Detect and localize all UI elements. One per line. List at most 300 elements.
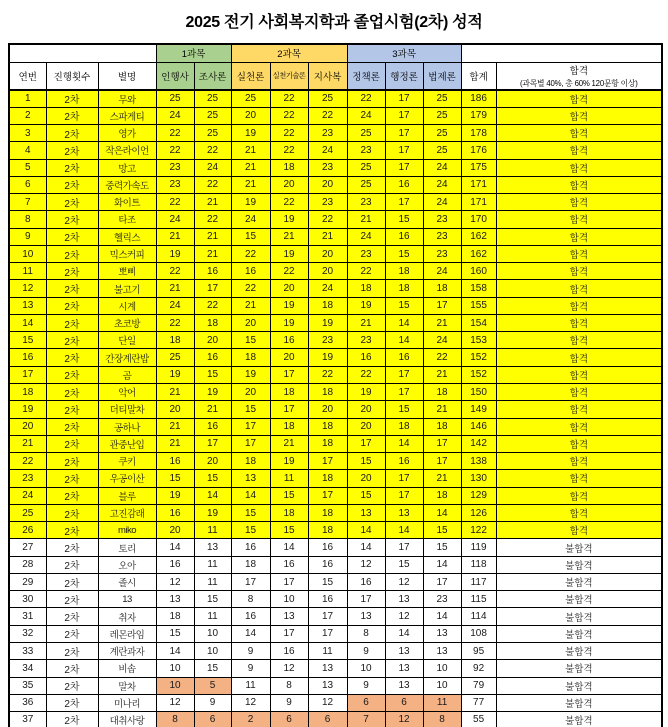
- round-cell[interactable]: 2차: [46, 349, 98, 366]
- score-cell[interactable]: 13: [385, 504, 423, 521]
- score-cell[interactable]: 17: [385, 194, 423, 211]
- total-cell[interactable]: 170: [461, 211, 496, 228]
- score-cell[interactable]: 15: [347, 453, 385, 470]
- nickname-cell[interactable]: 단일: [98, 332, 156, 349]
- score-cell[interactable]: 15: [423, 522, 461, 539]
- score-cell[interactable]: 17: [231, 418, 270, 435]
- result-cell[interactable]: 합격: [496, 384, 662, 401]
- score-cell[interactable]: 16: [385, 453, 423, 470]
- score-cell[interactable]: 18: [194, 314, 231, 331]
- score-cell[interactable]: 24: [308, 280, 347, 297]
- score-cell[interactable]: 13: [423, 643, 461, 660]
- score-cell[interactable]: 17: [385, 470, 423, 487]
- score-cell[interactable]: 22: [231, 280, 270, 297]
- nickname-cell[interactable]: 시계: [98, 297, 156, 314]
- round-cell[interactable]: 2차: [46, 142, 98, 159]
- score-cell[interactable]: 22: [194, 176, 231, 193]
- score-cell[interactable]: 9: [194, 694, 231, 711]
- total-cell[interactable]: 146: [461, 418, 496, 435]
- score-cell[interactable]: 12: [308, 694, 347, 711]
- score-cell[interactable]: 17: [308, 608, 347, 625]
- nickname-cell[interactable]: 헬릭스: [98, 228, 156, 245]
- nickname-cell[interactable]: 토리: [98, 539, 156, 556]
- score-cell[interactable]: 16: [231, 608, 270, 625]
- total-cell[interactable]: 154: [461, 314, 496, 331]
- nickname-cell[interactable]: 오아: [98, 556, 156, 573]
- round-cell[interactable]: 2차: [46, 643, 98, 660]
- nickname-cell[interactable]: 비솝: [98, 660, 156, 677]
- row-number-cell[interactable]: 17: [9, 366, 46, 383]
- nickname-cell[interactable]: 레몬라임: [98, 625, 156, 642]
- score-cell[interactable]: 17: [423, 297, 461, 314]
- score-cell[interactable]: 13: [385, 660, 423, 677]
- nickname-cell[interactable]: 악어: [98, 384, 156, 401]
- score-cell[interactable]: 21: [194, 401, 231, 418]
- score-cell[interactable]: 22: [270, 142, 308, 159]
- score-cell[interactable]: 22: [308, 211, 347, 228]
- score-cell[interactable]: 10: [270, 591, 308, 608]
- score-cell[interactable]: 24: [194, 159, 231, 176]
- nickname-cell[interactable]: 대취사랑: [98, 712, 156, 727]
- result-cell[interactable]: 불합격: [496, 591, 662, 608]
- score-cell[interactable]: 15: [231, 504, 270, 521]
- score-cell[interactable]: 16: [270, 332, 308, 349]
- score-cell[interactable]: 12: [270, 660, 308, 677]
- score-cell[interactable]: 10: [423, 660, 461, 677]
- score-cell[interactable]: 24: [347, 107, 385, 124]
- round-cell[interactable]: 2차: [46, 297, 98, 314]
- score-cell[interactable]: 21: [423, 401, 461, 418]
- score-cell[interactable]: 25: [194, 125, 231, 142]
- score-cell[interactable]: 25: [194, 107, 231, 124]
- score-cell[interactable]: 22: [347, 263, 385, 280]
- result-cell[interactable]: 불합격: [496, 694, 662, 711]
- score-cell[interactable]: 21: [156, 228, 194, 245]
- score-cell[interactable]: 23: [308, 159, 347, 176]
- score-cell[interactable]: 24: [156, 107, 194, 124]
- score-cell[interactable]: 17: [194, 280, 231, 297]
- result-cell[interactable]: 합격: [496, 211, 662, 228]
- score-cell[interactable]: 10: [194, 643, 231, 660]
- score-cell[interactable]: 22: [308, 107, 347, 124]
- score-cell[interactable]: 17: [270, 573, 308, 590]
- total-cell[interactable]: 158: [461, 280, 496, 297]
- result-cell[interactable]: 불합격: [496, 539, 662, 556]
- nickname-cell[interactable]: 무와: [98, 90, 156, 107]
- score-cell[interactable]: 25: [423, 107, 461, 124]
- score-cell[interactable]: 14: [385, 332, 423, 349]
- total-cell[interactable]: 142: [461, 435, 496, 452]
- result-cell[interactable]: 합격: [496, 504, 662, 521]
- score-cell[interactable]: 16: [385, 349, 423, 366]
- row-number-cell[interactable]: 2: [9, 107, 46, 124]
- score-cell[interactable]: 17: [385, 90, 423, 107]
- score-cell[interactable]: 21: [347, 314, 385, 331]
- total-cell[interactable]: 175: [461, 159, 496, 176]
- score-cell[interactable]: 22: [156, 194, 194, 211]
- score-cell[interactable]: 18: [270, 504, 308, 521]
- score-cell[interactable]: 20: [156, 401, 194, 418]
- total-cell[interactable]: 115: [461, 591, 496, 608]
- score-cell[interactable]: 17: [385, 366, 423, 383]
- score-cell[interactable]: 16: [308, 591, 347, 608]
- score-cell[interactable]: 21: [423, 470, 461, 487]
- total-cell[interactable]: 162: [461, 228, 496, 245]
- nickname-cell[interactable]: 믹스커피: [98, 245, 156, 262]
- row-number-cell[interactable]: 22: [9, 453, 46, 470]
- score-cell[interactable]: 21: [231, 159, 270, 176]
- nickname-cell[interactable]: 간장계란밥: [98, 349, 156, 366]
- score-cell[interactable]: 16: [270, 643, 308, 660]
- row-number-cell[interactable]: 30: [9, 591, 46, 608]
- score-cell[interactable]: 15: [194, 660, 231, 677]
- score-cell[interactable]: 20: [231, 384, 270, 401]
- score-cell[interactable]: 14: [385, 435, 423, 452]
- score-cell[interactable]: 19: [231, 125, 270, 142]
- row-number-cell[interactable]: 1: [9, 90, 46, 107]
- score-cell[interactable]: 19: [194, 384, 231, 401]
- total-cell[interactable]: 179: [461, 107, 496, 124]
- score-cell[interactable]: 20: [194, 332, 231, 349]
- score-cell[interactable]: 20: [308, 401, 347, 418]
- score-cell[interactable]: 17: [385, 159, 423, 176]
- score-cell[interactable]: 6: [194, 712, 231, 727]
- score-cell[interactable]: 19: [194, 504, 231, 521]
- total-cell[interactable]: 117: [461, 573, 496, 590]
- row-number-cell[interactable]: 29: [9, 573, 46, 590]
- total-cell[interactable]: 119: [461, 539, 496, 556]
- score-cell[interactable]: 8: [423, 712, 461, 727]
- nickname-cell[interactable]: 곰: [98, 366, 156, 383]
- total-cell[interactable]: 171: [461, 194, 496, 211]
- total-cell[interactable]: 149: [461, 401, 496, 418]
- score-cell[interactable]: 15: [156, 470, 194, 487]
- row-number-cell[interactable]: 32: [9, 625, 46, 642]
- score-cell[interactable]: 17: [347, 591, 385, 608]
- total-cell[interactable]: 126: [461, 504, 496, 521]
- row-number-cell[interactable]: 21: [9, 435, 46, 452]
- total-cell[interactable]: 176: [461, 142, 496, 159]
- score-cell[interactable]: 23: [156, 159, 194, 176]
- total-cell[interactable]: 129: [461, 487, 496, 504]
- round-cell[interactable]: 2차: [46, 418, 98, 435]
- score-cell[interactable]: 22: [156, 142, 194, 159]
- score-cell[interactable]: 15: [385, 556, 423, 573]
- nickname-cell[interactable]: 블루: [98, 487, 156, 504]
- result-cell[interactable]: 합격: [496, 401, 662, 418]
- nickname-cell[interactable]: 영가: [98, 125, 156, 142]
- row-number-cell[interactable]: 37: [9, 712, 46, 727]
- score-cell[interactable]: 15: [194, 366, 231, 383]
- score-cell[interactable]: 20: [347, 401, 385, 418]
- score-cell[interactable]: 19: [156, 366, 194, 383]
- score-cell[interactable]: 14: [270, 539, 308, 556]
- score-cell[interactable]: 19: [270, 297, 308, 314]
- round-cell[interactable]: 2차: [46, 107, 98, 124]
- result-cell[interactable]: 합격: [496, 522, 662, 539]
- score-cell[interactable]: 22: [270, 90, 308, 107]
- score-cell[interactable]: 21: [156, 418, 194, 435]
- result-cell[interactable]: 합격: [496, 228, 662, 245]
- result-cell[interactable]: 합격: [496, 245, 662, 262]
- score-cell[interactable]: 18: [308, 418, 347, 435]
- round-cell[interactable]: 2차: [46, 228, 98, 245]
- score-cell[interactable]: 17: [231, 435, 270, 452]
- score-cell[interactable]: 17: [385, 107, 423, 124]
- score-cell[interactable]: 13: [194, 539, 231, 556]
- score-cell[interactable]: 23: [423, 591, 461, 608]
- score-cell[interactable]: 11: [194, 608, 231, 625]
- score-cell[interactable]: 22: [308, 366, 347, 383]
- score-cell[interactable]: 15: [194, 470, 231, 487]
- score-cell[interactable]: 23: [156, 176, 194, 193]
- score-cell[interactable]: 18: [308, 435, 347, 452]
- score-cell[interactable]: 11: [308, 643, 347, 660]
- score-cell[interactable]: 18: [270, 384, 308, 401]
- round-cell[interactable]: 2차: [46, 176, 98, 193]
- score-cell[interactable]: 23: [308, 194, 347, 211]
- total-cell[interactable]: 122: [461, 522, 496, 539]
- score-cell[interactable]: 15: [385, 245, 423, 262]
- score-cell[interactable]: 24: [423, 263, 461, 280]
- score-cell[interactable]: 9: [347, 643, 385, 660]
- score-cell[interactable]: 18: [385, 418, 423, 435]
- score-cell[interactable]: 19: [270, 453, 308, 470]
- score-cell[interactable]: 22: [156, 263, 194, 280]
- score-cell[interactable]: 19: [347, 297, 385, 314]
- round-cell[interactable]: 2차: [46, 539, 98, 556]
- score-cell[interactable]: 12: [231, 694, 270, 711]
- score-cell[interactable]: 16: [231, 263, 270, 280]
- nickname-cell[interactable]: 졸시: [98, 573, 156, 590]
- score-cell[interactable]: 15: [231, 332, 270, 349]
- score-cell[interactable]: 14: [347, 522, 385, 539]
- score-cell[interactable]: 19: [347, 384, 385, 401]
- row-number-cell[interactable]: 4: [9, 142, 46, 159]
- score-cell[interactable]: 16: [156, 453, 194, 470]
- round-cell[interactable]: 2차: [46, 504, 98, 521]
- total-cell[interactable]: 152: [461, 349, 496, 366]
- nickname-cell[interactable]: 화이트: [98, 194, 156, 211]
- result-cell[interactable]: 합격: [496, 470, 662, 487]
- score-cell[interactable]: 10: [423, 677, 461, 694]
- score-cell[interactable]: 25: [347, 159, 385, 176]
- row-number-cell[interactable]: 8: [9, 211, 46, 228]
- score-cell[interactable]: 20: [308, 176, 347, 193]
- score-cell[interactable]: 14: [231, 625, 270, 642]
- score-cell[interactable]: 6: [270, 712, 308, 727]
- nickname-cell[interactable]: miko: [98, 522, 156, 539]
- score-cell[interactable]: 24: [347, 228, 385, 245]
- score-cell[interactable]: 15: [231, 401, 270, 418]
- score-cell[interactable]: 12: [385, 608, 423, 625]
- score-cell[interactable]: 20: [194, 453, 231, 470]
- nickname-cell[interactable]: 타조: [98, 211, 156, 228]
- score-cell[interactable]: 24: [423, 194, 461, 211]
- result-cell[interactable]: 합격: [496, 314, 662, 331]
- score-cell[interactable]: 21: [156, 384, 194, 401]
- score-cell[interactable]: 11: [270, 470, 308, 487]
- round-cell[interactable]: 2차: [46, 211, 98, 228]
- nickname-cell[interactable]: 고진감래: [98, 504, 156, 521]
- score-cell[interactable]: 13: [385, 677, 423, 694]
- nickname-cell[interactable]: 쿠키: [98, 453, 156, 470]
- row-number-cell[interactable]: 23: [9, 470, 46, 487]
- total-cell[interactable]: 178: [461, 125, 496, 142]
- round-cell[interactable]: 2차: [46, 384, 98, 401]
- row-number-cell[interactable]: 16: [9, 349, 46, 366]
- result-cell[interactable]: 불합격: [496, 608, 662, 625]
- score-cell[interactable]: 21: [308, 228, 347, 245]
- row-number-cell[interactable]: 18: [9, 384, 46, 401]
- result-cell[interactable]: 불합격: [496, 556, 662, 573]
- round-cell[interactable]: 2차: [46, 677, 98, 694]
- result-cell[interactable]: 불합격: [496, 625, 662, 642]
- result-cell[interactable]: 합격: [496, 349, 662, 366]
- result-cell[interactable]: 합격: [496, 366, 662, 383]
- score-cell[interactable]: 22: [423, 349, 461, 366]
- score-cell[interactable]: 17: [308, 487, 347, 504]
- score-cell[interactable]: 23: [308, 332, 347, 349]
- score-cell[interactable]: 15: [156, 625, 194, 642]
- total-cell[interactable]: 77: [461, 694, 496, 711]
- round-cell[interactable]: 2차: [46, 487, 98, 504]
- score-cell[interactable]: 11: [194, 522, 231, 539]
- total-cell[interactable]: 155: [461, 297, 496, 314]
- score-cell[interactable]: 16: [308, 539, 347, 556]
- score-cell[interactable]: 16: [194, 418, 231, 435]
- score-cell[interactable]: 16: [385, 228, 423, 245]
- score-cell[interactable]: 17: [385, 487, 423, 504]
- round-cell[interactable]: 2차: [46, 712, 98, 727]
- round-cell[interactable]: 2차: [46, 660, 98, 677]
- result-cell[interactable]: 불합격: [496, 712, 662, 727]
- total-cell[interactable]: 92: [461, 660, 496, 677]
- score-cell[interactable]: 25: [231, 90, 270, 107]
- score-cell[interactable]: 9: [270, 694, 308, 711]
- score-cell[interactable]: 25: [423, 142, 461, 159]
- score-cell[interactable]: 17: [385, 539, 423, 556]
- score-cell[interactable]: 17: [423, 573, 461, 590]
- score-cell[interactable]: 16: [347, 349, 385, 366]
- score-cell[interactable]: 12: [385, 573, 423, 590]
- score-cell[interactable]: 13: [308, 677, 347, 694]
- row-number-cell[interactable]: 7: [9, 194, 46, 211]
- score-cell[interactable]: 21: [156, 280, 194, 297]
- result-cell[interactable]: 합격: [496, 159, 662, 176]
- score-cell[interactable]: 17: [423, 435, 461, 452]
- score-cell[interactable]: 14: [156, 539, 194, 556]
- row-number-cell[interactable]: 25: [9, 504, 46, 521]
- row-number-cell[interactable]: 11: [9, 263, 46, 280]
- row-number-cell[interactable]: 13: [9, 297, 46, 314]
- nickname-cell[interactable]: 13: [98, 591, 156, 608]
- row-number-cell[interactable]: 5: [9, 159, 46, 176]
- score-cell[interactable]: 7: [347, 712, 385, 727]
- score-cell[interactable]: 23: [423, 245, 461, 262]
- score-cell[interactable]: 14: [231, 487, 270, 504]
- score-cell[interactable]: 9: [347, 677, 385, 694]
- score-cell[interactable]: 19: [156, 487, 194, 504]
- row-number-cell[interactable]: 31: [9, 608, 46, 625]
- total-cell[interactable]: 150: [461, 384, 496, 401]
- nickname-cell[interactable]: 뽀삐: [98, 263, 156, 280]
- score-cell[interactable]: 11: [194, 573, 231, 590]
- score-cell[interactable]: 19: [308, 349, 347, 366]
- score-cell[interactable]: 14: [156, 643, 194, 660]
- round-cell[interactable]: 2차: [46, 332, 98, 349]
- round-cell[interactable]: 2차: [46, 694, 98, 711]
- score-cell[interactable]: 14: [423, 608, 461, 625]
- nickname-cell[interactable]: 더티말차: [98, 401, 156, 418]
- score-cell[interactable]: 21: [423, 366, 461, 383]
- score-cell[interactable]: 25: [194, 90, 231, 107]
- score-cell[interactable]: 25: [156, 349, 194, 366]
- score-cell[interactable]: 15: [270, 487, 308, 504]
- score-cell[interactable]: 18: [231, 556, 270, 573]
- score-cell[interactable]: 2: [231, 712, 270, 727]
- row-number-cell[interactable]: 20: [9, 418, 46, 435]
- score-cell[interactable]: 18: [308, 384, 347, 401]
- score-cell[interactable]: 18: [423, 280, 461, 297]
- score-cell[interactable]: 9: [231, 643, 270, 660]
- round-cell[interactable]: 2차: [46, 125, 98, 142]
- score-cell[interactable]: 16: [231, 539, 270, 556]
- score-cell[interactable]: 18: [385, 280, 423, 297]
- row-number-cell[interactable]: 14: [9, 314, 46, 331]
- result-cell[interactable]: 불합격: [496, 677, 662, 694]
- score-cell[interactable]: 20: [270, 280, 308, 297]
- nickname-cell[interactable]: 불고기: [98, 280, 156, 297]
- score-cell[interactable]: 20: [308, 245, 347, 262]
- result-cell[interactable]: 합격: [496, 487, 662, 504]
- total-cell[interactable]: 95: [461, 643, 496, 660]
- result-cell[interactable]: 합격: [496, 107, 662, 124]
- score-cell[interactable]: 22: [156, 314, 194, 331]
- score-cell[interactable]: 22: [194, 142, 231, 159]
- score-cell[interactable]: 25: [423, 125, 461, 142]
- score-cell[interactable]: 18: [231, 453, 270, 470]
- score-cell[interactable]: 16: [270, 556, 308, 573]
- total-cell[interactable]: 171: [461, 176, 496, 193]
- score-cell[interactable]: 15: [270, 522, 308, 539]
- score-cell[interactable]: 18: [270, 418, 308, 435]
- row-number-cell[interactable]: 26: [9, 522, 46, 539]
- total-cell[interactable]: 153: [461, 332, 496, 349]
- score-cell[interactable]: 18: [156, 332, 194, 349]
- score-cell[interactable]: 24: [231, 211, 270, 228]
- nickname-cell[interactable]: 미나리: [98, 694, 156, 711]
- score-cell[interactable]: 14: [385, 522, 423, 539]
- row-number-cell[interactable]: 3: [9, 125, 46, 142]
- score-cell[interactable]: 23: [423, 211, 461, 228]
- nickname-cell[interactable]: 취자: [98, 608, 156, 625]
- score-cell[interactable]: 19: [270, 314, 308, 331]
- score-cell[interactable]: 8: [156, 712, 194, 727]
- total-cell[interactable]: 160: [461, 263, 496, 280]
- score-cell[interactable]: 13: [231, 470, 270, 487]
- score-cell[interactable]: 20: [231, 107, 270, 124]
- round-cell[interactable]: 2차: [46, 314, 98, 331]
- score-cell[interactable]: 23: [347, 332, 385, 349]
- score-cell[interactable]: 17: [347, 435, 385, 452]
- score-cell[interactable]: 15: [194, 591, 231, 608]
- round-cell[interactable]: 2차: [46, 159, 98, 176]
- result-cell[interactable]: 불합격: [496, 643, 662, 660]
- score-cell[interactable]: 15: [347, 487, 385, 504]
- score-cell[interactable]: 6: [308, 712, 347, 727]
- score-cell[interactable]: 18: [423, 384, 461, 401]
